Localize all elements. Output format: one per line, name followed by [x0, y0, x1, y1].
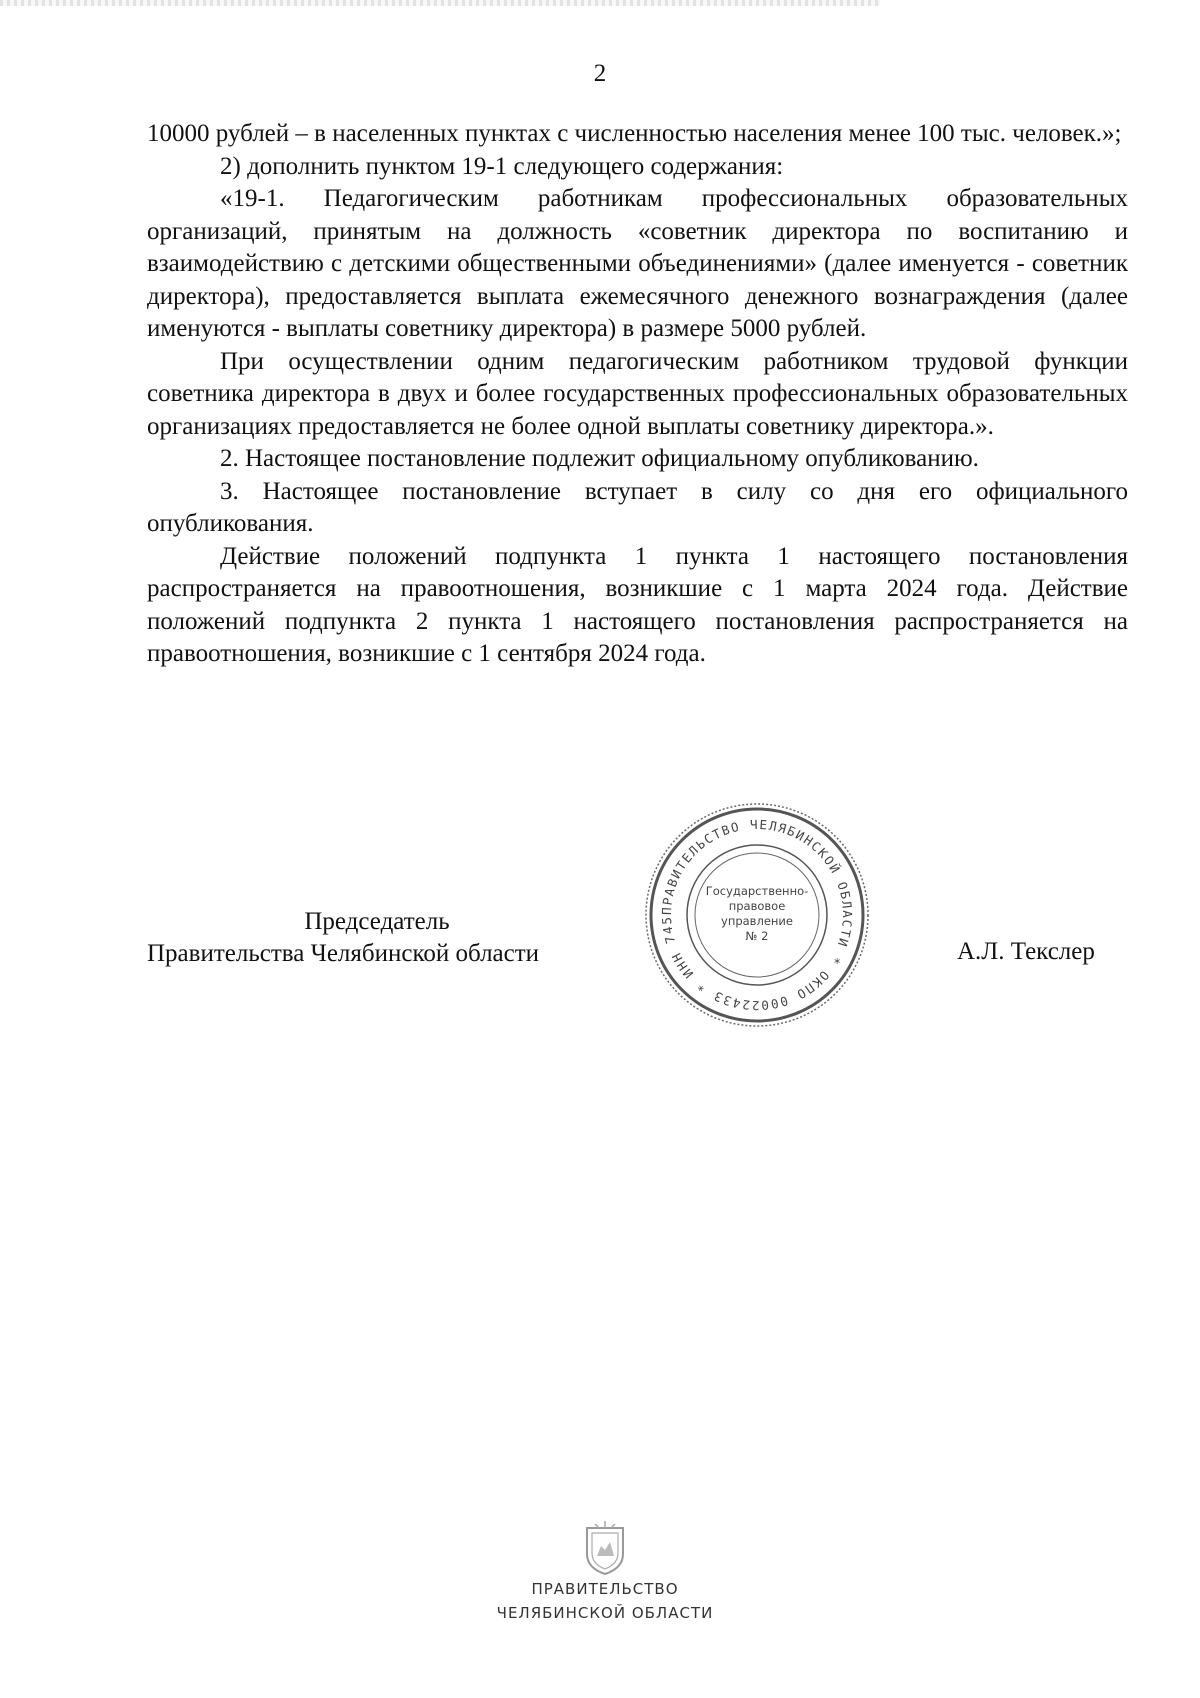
paragraph: 2. Настоящее постановление подлежит официальному опубликованию.: [220, 445, 979, 472]
page-number: 2: [593, 60, 607, 87]
signature-block: [147, 906, 607, 970]
signatory-title: Председатель: [304, 908, 450, 935]
paragraph: 10000 рублей – в населенных пунктах с численностью населения менее 100 тыс. человек.»;: [147, 120, 1122, 147]
seal-icon: [642, 800, 872, 1030]
seal-ring-text: ПРАВИТЕЛЬСТВО ЧЕЛЯБИНСКОЙ ОБЛАСТИ * ОКПО 00022433 * ИНН 745: [658, 816, 856, 1014]
footer-organization: [0, 1577, 1200, 1625]
document-body: [147, 118, 1128, 671]
seal-center-text: [706, 884, 809, 943]
seal-center-line: правовое: [728, 899, 786, 913]
paragraph: Действие положений подпункта 1 пункта 1 настоящего постановления распространяется на правоотношения, возникшие с 1 марта 2024 года. Действие положений подпункта 2 пункта 1 настоящего постановления распространяется на правоотношения, возникшие с 1 сентября 2024 года.: [147, 542, 1128, 667]
paragraph: 2) дополнить пунктом 19-1 следующего содержания:: [220, 152, 784, 180]
official-seal-stamp: [642, 800, 872, 1030]
footer-line-2: ЧЕЛЯБИНСКОЙ ОБЛАСТИ: [496, 1604, 714, 1622]
seal-center-line: управление: [721, 914, 793, 928]
seal-center-line: № 2: [745, 929, 769, 943]
paragraph: При осуществлении одним педагогическим работником трудовой функции советника директора в двух и более государственных профессиональных образовательных организациях предоставляется не более одной выплаты советнику директора.».: [147, 347, 1128, 440]
signatory-organization: Правительства Челябинской области: [147, 940, 540, 967]
paragraph: 3. Настоящее постановление вступает в силу со дня его официального опубликования.: [147, 477, 1128, 537]
signatory-name: А.Л. Текслер: [957, 938, 1095, 965]
paragraph: «19-1. Педагогическим работникам профессиональных образовательных организаций, принятым на должность «советник директора по воспитанию и взаимодействию с детскими общественными объединениями» (далее именуется - советник директора), предоставляется выплата ежемесячного денежного вознаграждения (далее именуются - выплаты советнику директора) в размере 5000 рублей.: [147, 185, 1128, 342]
footer-line-1: ПРАВИТЕЛЬСТВО: [531, 1580, 679, 1598]
seal-center-line: Государственно-: [705, 884, 809, 898]
coat-of-arms-icon: [583, 1520, 627, 1576]
scan-edge-artifact: [0, 0, 880, 6]
